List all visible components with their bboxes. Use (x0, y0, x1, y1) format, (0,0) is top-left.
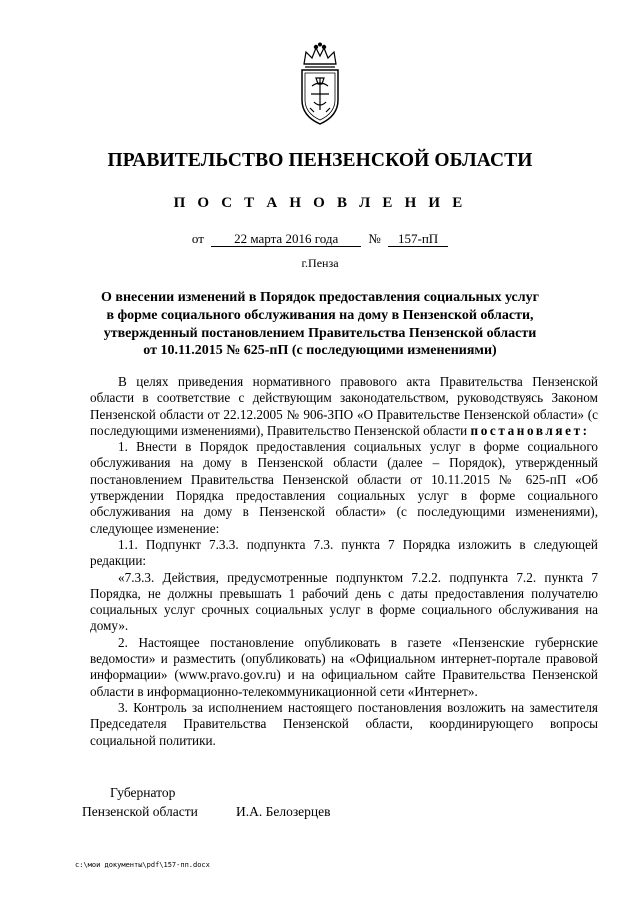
document-type: П О С Т А Н О В Л Е Н И Е (173, 195, 467, 211)
preamble-text: В целях приведения нормативного правового акта Правительства Пензенской области в соответствие с действующим законодательством, руководствуясь Законом Пензенской области от 22.12.2005 № 906-ЗПО «О Правительстве Пензенской области» (с последующими изменениями), Правительство Пензенской области (90, 374, 598, 438)
title-line: утвержденный постановлением Правительства Пензенской области (103, 325, 537, 341)
date-number-line (0, 231, 640, 247)
title-line: в форме социального обслуживания на дому в Пензенской области, (106, 307, 534, 323)
signatory-title: Губернатор (110, 785, 176, 800)
document-body (90, 374, 598, 749)
document-title (80, 289, 560, 360)
city-name: г.Пенза (301, 256, 339, 270)
paragraph-1-1: 1.1. Подпункт 7.3.3. подпункта 7.3. пункта 7 Порядка изложить в следующей редакции: (90, 536, 598, 569)
signatory-region: Пензенской области (82, 804, 198, 819)
document-date: 22 марта 2016 года (211, 231, 361, 247)
coat-of-arms-icon (294, 42, 346, 128)
paragraph-1: 1. Внести в Порядок предоставления социальных услуг в форме социального обслуживания на дому в Пензенской области (далее – Порядок), утвержденный постановлением Правительства Пензенской области от 10.11.2015 № 625-пП «Об утверждении Порядка предоставления социальных услуг в форме социального обслуживания на дому в Пензенской области» (с последующими изменениями), следующее изменение: (90, 439, 598, 536)
paragraph-3: 3. Контроль за исполнением настоящего постановления возложить на заместителя Председателя Правительства Пензенской области, координирующего вопросы социальной политики. (90, 699, 598, 748)
file-path-footer: c:\мои документы\pdf\157-пп.docx (75, 861, 210, 869)
organization-name: ПРАВИТЕЛЬСТВО ПЕНЗЕНСКОЙ ОБЛАСТИ (107, 150, 533, 171)
title-line: от 10.11.2015 № 625-пП (с последующими изменениями) (143, 343, 497, 359)
resolves-word: постановляет: (470, 422, 590, 438)
title-line: О внесении изменений в Порядок предоставления социальных услуг (101, 290, 539, 305)
paragraph-2: 2. Настоящее постановление опубликовать в газете «Пензенские губернские ведомости» и разместить (опубликовать) на «Официальном интернет-портале правовой информации» (www.pravo.gov.ru) и на официальном сайте Правительства Пензенской области в информационно-телекоммуникационной сети «Интернет». (90, 634, 598, 699)
document-number: 157-пП (388, 231, 448, 247)
preamble-paragraph (90, 374, 598, 439)
number-prefix: № (368, 231, 381, 246)
date-prefix: от (191, 231, 204, 246)
signatory-name: И.А. Белозерцев (236, 804, 331, 819)
quoted-amendment: «7.3.3. Действия, предусмотренные подпунктом 7.2.2. подпункта 7.2. пункта 7 Порядка, не должны превышать 1 рабочий день с даты предоставления получателю социальных услуг срочных социальных услуг в форме социального обслуживания на дому». (90, 569, 598, 634)
